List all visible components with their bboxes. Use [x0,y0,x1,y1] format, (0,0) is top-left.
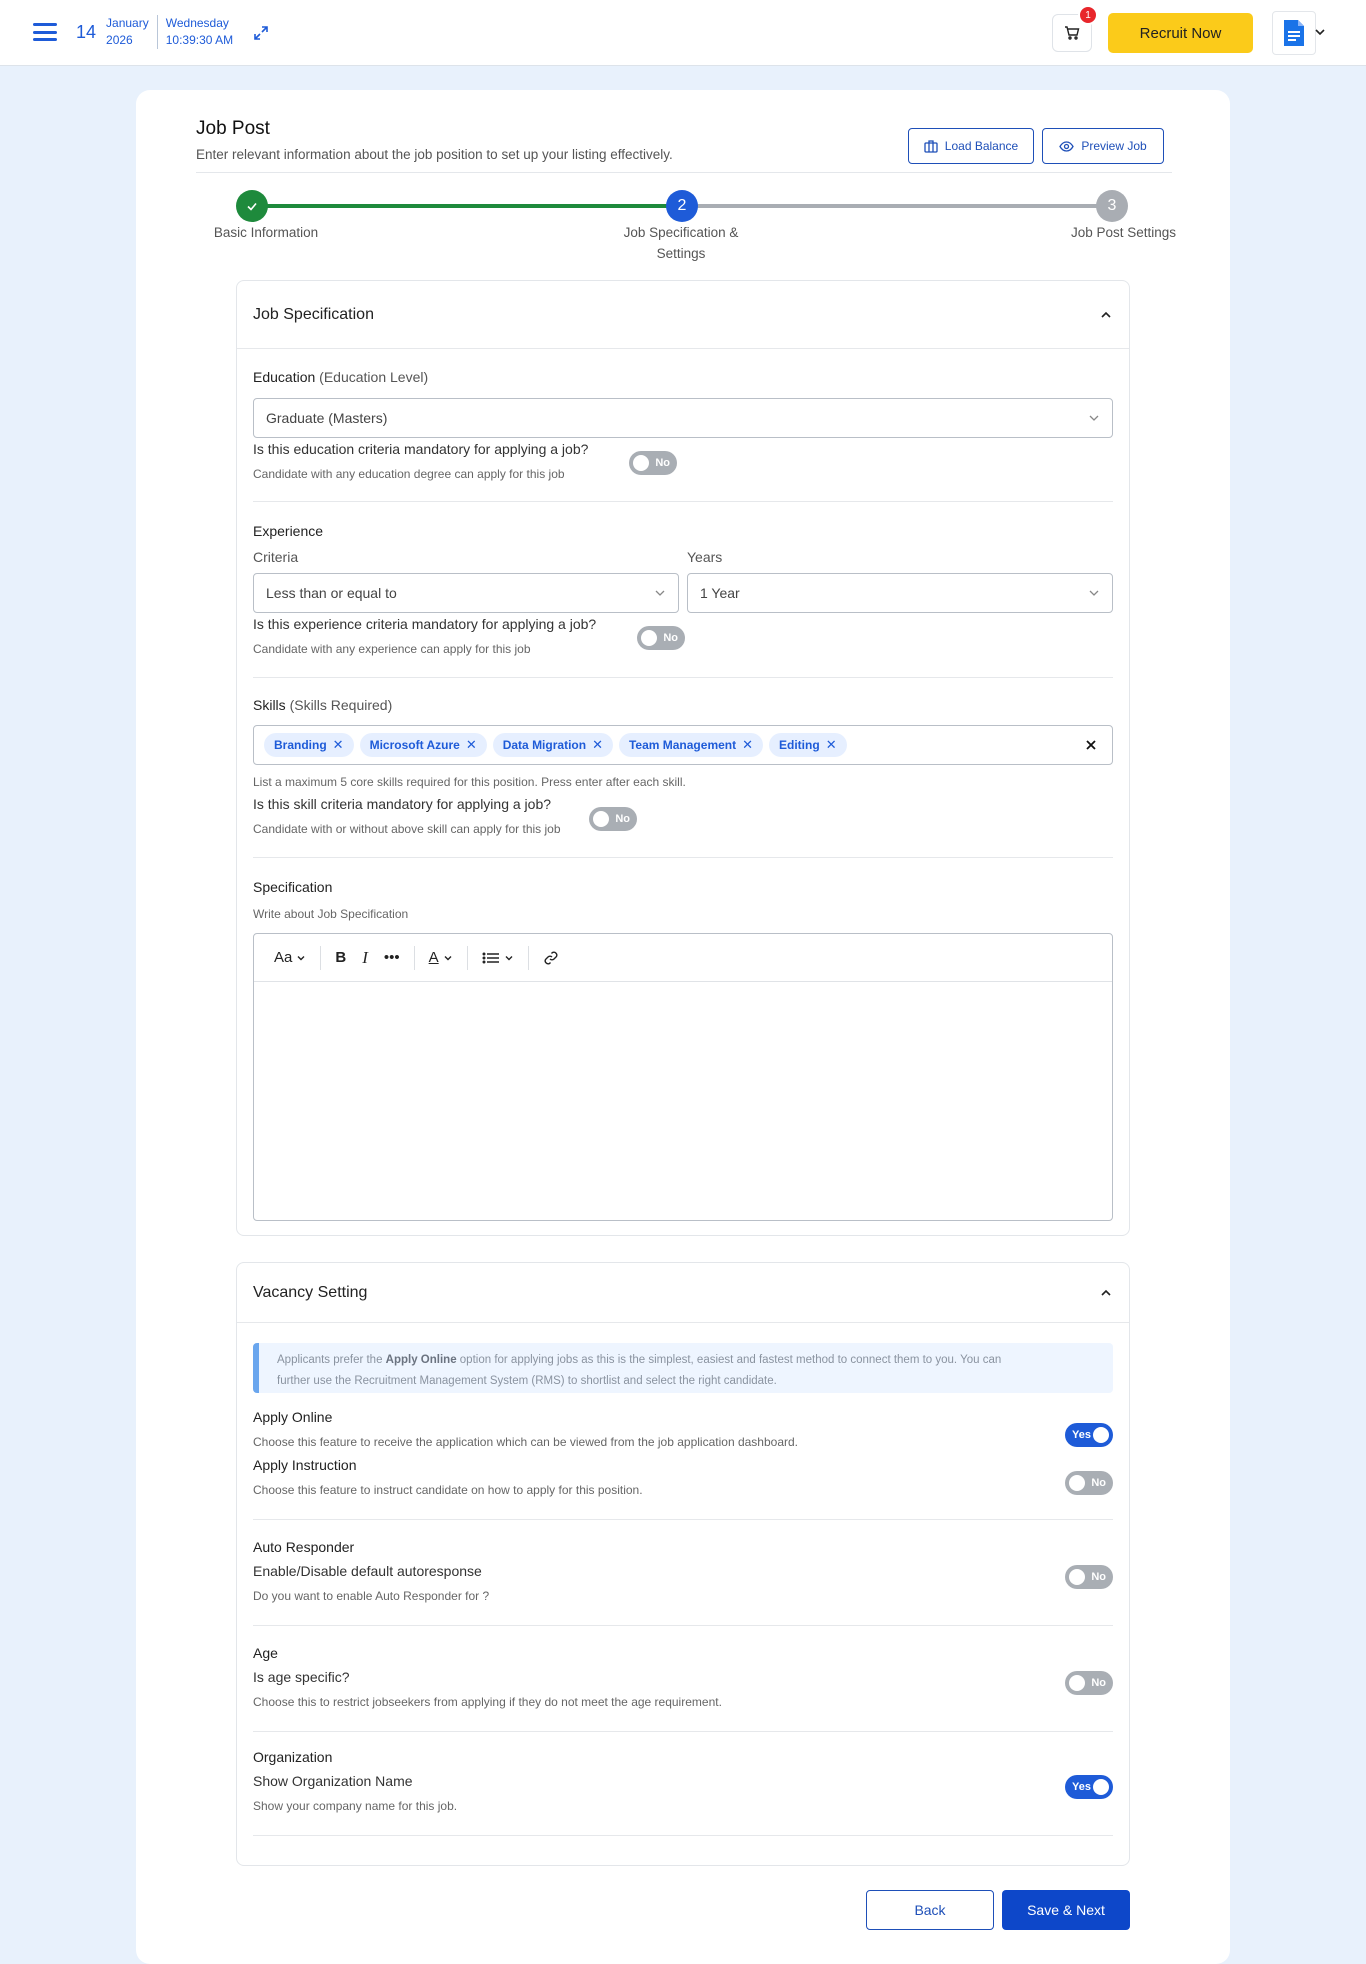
menu-icon[interactable] [33,23,57,41]
top-bar [0,0,1366,66]
education-mandatory-hint: Candidate with any education degree can apply for this job [253,467,565,481]
organization-label: Show Organization Name [253,1773,413,1789]
education-mandatory-toggle[interactable]: No [629,451,677,475]
section-divider [253,677,1113,678]
expand-icon[interactable] [252,24,270,42]
step-3-circle[interactable]: 3 [1096,190,1128,222]
experience-mandatory-hint: Candidate with any experience can apply for this job [253,642,531,656]
remove-skill-icon[interactable]: ✕ [332,737,344,752]
preview-job-button[interactable]: Preview Job [1042,128,1164,164]
experience-mandatory-question: Is this experience criteria mandatory for applying a job? [253,616,597,632]
eye-icon [1059,141,1074,152]
job-specification-header[interactable] [237,281,1129,349]
apply-instruction-hint: Choose this feature to instruct candidate on how to apply for this position. [253,1483,643,1497]
vacancy-setting-panel [236,1262,1130,1866]
more-options-icon[interactable]: ••• [383,949,400,966]
criteria-select[interactable]: Less than or equal to [253,573,679,613]
step-1-label: Basic Information [213,225,319,240]
header-divider [196,172,1172,173]
section-divider [253,857,1113,858]
date-time-display [76,15,233,49]
panel-title: Job Specification [253,305,374,323]
cart-icon [1064,25,1080,41]
years-label: Years [687,549,723,565]
page-subtitle: Enter relevant information about the job position to set up your listing effectively. [196,147,673,162]
link-icon[interactable] [535,945,567,971]
load-balance-button[interactable]: Load Balance [908,128,1034,164]
section-divider [253,1731,1113,1732]
skills-mandatory-toggle[interactable]: No [589,807,637,831]
clear-skills-icon[interactable] [1082,736,1100,754]
skill-chip: Team Management ✕ [619,733,763,757]
specification-editor[interactable] [253,933,1113,1221]
toolbar-separator [528,946,529,970]
skills-note: List a maximum 5 core skills required for this position. Press enter after each skill. [253,775,686,789]
age-toggle[interactable]: No [1065,1671,1113,1695]
date-month-year: January 2026 [106,15,158,49]
chevron-up-icon[interactable] [1099,1286,1113,1300]
skills-input[interactable] [253,725,1113,765]
vacancy-setting-header[interactable] [237,1263,1129,1323]
cart-count-badge: 1 [1078,5,1098,25]
panel-title: Vacancy Setting [253,1283,368,1301]
save-next-button[interactable]: Save & Next [1002,1890,1130,1930]
section-divider [253,1519,1113,1520]
chevron-down-icon [654,587,666,599]
bold-icon[interactable]: B [335,949,347,966]
apply-instruction-toggle[interactable]: No [1065,1471,1113,1495]
education-select[interactable]: Graduate (Masters) [253,398,1113,438]
age-label: Is age specific? [253,1669,350,1685]
date-day: 14 [76,21,97,42]
chevron-down-icon [504,953,514,963]
apply-online-label: Apply Online [253,1409,333,1425]
section-divider [253,1625,1113,1626]
apply-instruction-label: Apply Instruction [253,1457,357,1473]
chevron-down-icon [1088,587,1100,599]
skill-chip: Branding ✕ [264,733,354,757]
chevron-down-icon [443,953,453,963]
auto-responder-hint: Do you want to enable Auto Responder for ? [253,1589,490,1603]
specification-label: Specification [253,879,333,895]
age-section: Age [253,1645,278,1661]
step-2-circle[interactable]: 2 [666,190,698,222]
weekday-time: Wednesday 10:39:30 AM [165,16,234,47]
remove-skill-icon[interactable]: ✕ [465,737,477,752]
step-1-check[interactable] [236,190,268,222]
remove-skill-icon[interactable]: ✕ [742,737,754,752]
chevron-up-icon[interactable] [1099,308,1113,322]
text-color-icon: A [428,949,439,966]
step-progress-done [252,204,682,208]
specification-hint: Write about Job Specification [253,907,409,921]
document-icon [1282,18,1306,48]
skills-mandatory-question: Is this skill criteria mandatory for applying a job? [253,796,552,812]
job-post-card [136,90,1230,1964]
chevron-down-icon [1088,412,1100,424]
toolbar-separator [467,946,468,970]
organization-hint: Show your company name for this job. [253,1799,458,1813]
apply-online-hint: Choose this feature to receive the application which can be viewed from the job application dashboard. [253,1435,798,1449]
font-size-dropdown[interactable]: Aa [266,945,314,971]
skill-chip: Microsoft Azure ✕ [360,733,487,757]
page-title: Job Post [196,118,270,139]
education-mandatory-question: Is this education criteria mandatory for applying a job? [253,441,589,457]
list-dropdown[interactable] [474,945,522,971]
apply-online-toggle[interactable]: Yes [1065,1423,1113,1447]
back-button[interactable]: Back [866,1890,994,1930]
step-progress-pending [682,204,1112,208]
organization-toggle[interactable]: Yes [1065,1775,1113,1799]
criteria-label: Criteria [253,549,299,565]
documents-button[interactable] [1272,11,1316,55]
education-label: Education (Education Level) [253,369,429,385]
check-icon [245,199,259,213]
remove-skill-icon[interactable]: ✕ [825,737,837,752]
age-hint: Choose this to restrict jobseekers from applying if they do not meet the age requirement. [253,1695,722,1709]
section-divider [253,1835,1113,1836]
italic-icon[interactable]: I [362,947,368,967]
skills-mandatory-hint: Candidate with or without above skill can apply for this job [253,822,561,836]
recruit-now-button[interactable]: Recruit Now [1108,13,1253,53]
job-specification-panel [236,280,1130,1236]
auto-responder-label: Enable/Disable default autoresponse [253,1563,482,1579]
briefcase-icon [924,140,938,153]
step-2-label: Job Specification & Settings [623,225,739,261]
chevron-down-icon [296,953,306,963]
toolbar-separator [414,946,415,970]
remove-skill-icon[interactable]: ✕ [592,737,603,752]
apply-online-info-note: Applicants prefer the Apply Online option for applying jobs as this is the simplest, easiest and fastest method to connect them to you. You can further use the Recruitment Management System (RMS) to shortlist and select the right candidate. [253,1343,1113,1393]
organization-section: Organization [253,1749,333,1765]
experience-label: Experience [253,523,324,539]
step-3-label: Job Post Settings [1070,225,1176,240]
auto-responder-toggle[interactable]: No [1065,1565,1113,1589]
section-divider [253,501,1113,502]
chevron-down-icon[interactable] [1314,26,1326,38]
text-color-dropdown[interactable] [421,945,461,971]
skill-chip: Editing ✕ [769,733,847,757]
auto-responder-section: Auto Responder [253,1539,355,1555]
list-icon [482,952,500,964]
years-select[interactable]: 1 Year [687,573,1113,613]
editor-toolbar [254,934,1112,982]
skills-label: Skills (Skills Required) [253,697,393,713]
skill-chip: Data Migration ✕ [493,733,613,757]
toolbar-separator [320,946,321,970]
experience-mandatory-toggle[interactable]: No [637,626,685,650]
